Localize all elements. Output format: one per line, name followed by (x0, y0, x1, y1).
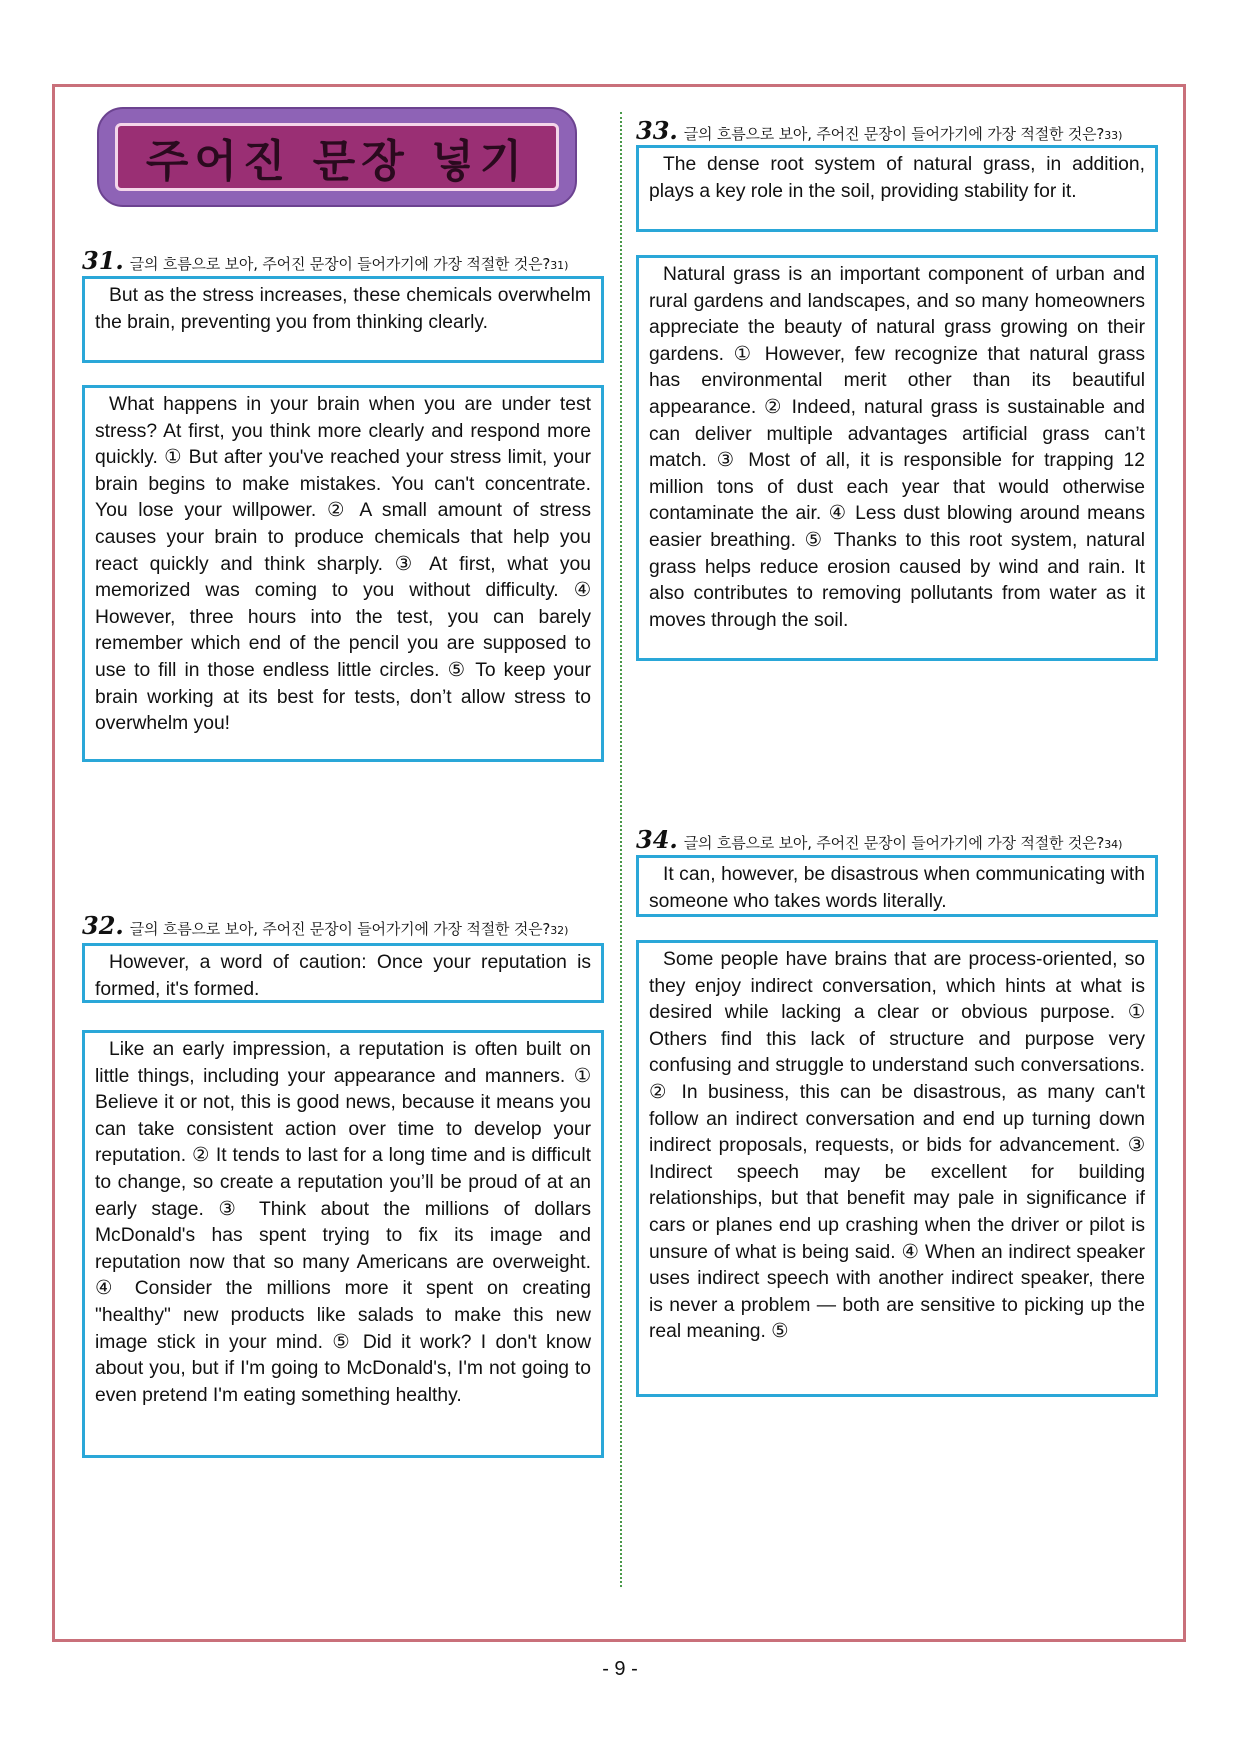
footnote-ref: 33) (1104, 129, 1123, 142)
section-title: 주어진 문장 넣기 (145, 136, 529, 187)
question-number: 34. (636, 825, 678, 854)
question-prompt: 글의 흐름으로 보아, 주어진 문장이 들어가기에 가장 적절한 것은? (129, 255, 551, 273)
question-31-passage: What happens in your brain when you are under test stress? At first, you think more clearly and respond more quickly. ① But after you've reached your stress limit, your brain begins to make mistakes. You can't concentrate. You lose your willpower. ② A small amount of stress causes your brain to produce chemicals that help you react quickly and think sharply. ③ At first, what you memorized was coming to you without difficulty. ④ However, three hours into the test, you can barely remember which end of the pencil you are supposed to use to fill in those endless little circles. ⑤ To keep your brain working at its best for tests, don’t allow stress to overwhelm you! (82, 385, 604, 762)
question-31-header (82, 246, 568, 275)
question-number: 31. (82, 246, 124, 275)
question-prompt: 글의 흐름으로 보아, 주어진 문장이 들어가기에 가장 적절한 것은? (683, 834, 1105, 852)
question-32-passage: Like an early impression, a reputation is often built on little things, including your appearance and manners. ① Believe it or not, this is good news, because it means you can take consistent action over time to develop your reputation. ② It tends to last for a long time and is difficult to change, so create a reputation you’ll be proud of at an early stage. ③ Think about the millions of dollars McDonald's has spent trying to fix its image and reputation now that so many Americans are overweight. ④ Consider the millions more it spent on creating "healthy" new products like salads to make this new image stick in your mind. ⑤ Did it work? I don't know about you, but if I'm going to McDonald's, I'm not going to even pretend I'm eating something healthy. (82, 1030, 604, 1458)
question-33-given-sentence: The dense root system of natural grass, in addition, plays a key role in the soil, providing stability for it. (636, 145, 1158, 232)
question-prompt: 글의 흐름으로 보아, 주어진 문장이 들어가기에 가장 적절한 것은? (129, 920, 551, 938)
section-title-inner (115, 123, 559, 191)
question-prompt: 글의 흐름으로 보아, 주어진 문장이 들어가기에 가장 적절한 것은? (683, 125, 1105, 143)
footnote-ref: 31) (550, 259, 569, 272)
question-34-given-sentence: It can, however, be disastrous when communicating with someone who takes words literally. (636, 855, 1158, 917)
question-number: 33. (636, 116, 678, 145)
question-33-header (636, 116, 1122, 145)
column-divider (620, 112, 622, 1587)
section-title-badge (97, 107, 577, 207)
question-34-header (636, 825, 1122, 854)
question-34-passage: Some people have brains that are process-oriented, so they enjoy indirect conversation, which hints at what is desired while lacking a clear or obvious purpose. ① Others find this lack of structure and purpose very confusing and struggle to understand such conversations. ② In business, this can be disastrous, as many can't follow an indirect conversation and end up turning down indirect proposals, requests, or bids for advancement. ③ Indirect speech may be excellent for building relationships, but that benefit may pale in significance if cars or planes end up crashing when the driver or pilot is unsure of what is being said. ④ When an indirect speaker uses indirect speech with another indirect speaker, there is never a problem — both are sensitive to picking up the real meaning. ⑤ (636, 940, 1158, 1397)
question-number: 32. (82, 911, 124, 940)
question-33-passage: Natural grass is an important component of urban and rural gardens and landscapes, and so many homeowners appreciate the beauty of natural grass growing on their gardens. ① However, few recognize that natural grass has environmental merit other than its beautiful appearance. ② Indeed, natural grass is sustainable and can deliver multiple advantages artificial grass can’t match. ③ Most of all, it is responsible for trapping 12 million tons of dust each year that would otherwise contaminate the air. ④ Less dust blowing around means easier breathing. ⑤ Thanks to this root system, natural grass helps reduce erosion caused by wind and rain. It also contributes to removing pollutants from water as it moves through the soil. (636, 255, 1158, 661)
question-32-given-sentence: However, a word of caution: Once your reputation is formed, it's formed. (82, 943, 604, 1003)
page-number: - 9 - (602, 1658, 638, 1680)
footnote-ref: 34) (1104, 838, 1123, 851)
footnote-ref: 32) (550, 924, 569, 937)
question-32-header (82, 911, 568, 940)
question-31-given-sentence: But as the stress increases, these chemicals overwhelm the brain, preventing you from thinking clearly. (82, 276, 604, 363)
